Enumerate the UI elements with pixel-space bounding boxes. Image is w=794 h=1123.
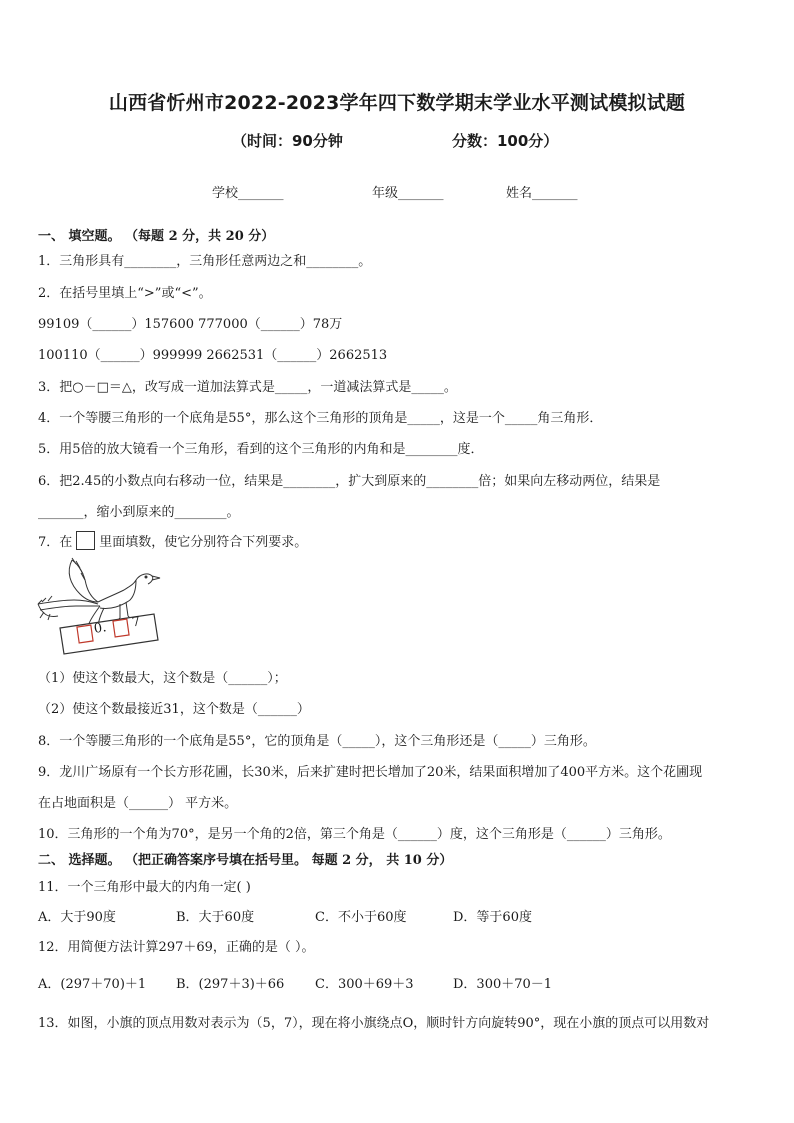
question-4: 4．一个等腰三角形的一个底角是55°，那么这个三角形的顶角是_____，这是一个_____角三角形．: [38, 411, 603, 426]
total-score: 分数：100分）: [452, 132, 559, 150]
question-11: 11．一个三角形中最大的内角一定( ): [38, 880, 251, 895]
page-title: 山西省忻州市2022-2023学年四下数学期末学业水平测试模拟试题: [108, 92, 686, 114]
question-7: [38, 531, 307, 550]
q11-option-d: D．等于60度: [453, 910, 532, 925]
question-5: 5．用5倍的放大镜看一个三角形，看到的这个三角形的内角和是________度．: [38, 442, 484, 457]
question-2-row-1: 99109（______）157600 777000（______）78万: [38, 317, 343, 332]
q11-option-b: B．大于60度: [176, 910, 255, 925]
question-10: 10．三角形的一个角为70°，是另一个角的2倍，第三个角是（______）度，这个三角形是（______）三角形。: [38, 827, 671, 842]
question-9-line-1: 9．龙川广场原有一个长方形花圃，长30米，后来扩建时把长增加了20米，结果面积增加了400平方米。这个花圃现: [38, 765, 703, 780]
q12-option-a: A．(297＋70)＋1: [38, 977, 147, 992]
question-13: 13．如图，小旗的顶点用数对表示为（5，7），现在将小旗绕点O，顺时针方向旋转90°，现在小旗的顶点可以用数对: [38, 1016, 710, 1031]
dove-icon: [36, 556, 166, 660]
time-limit: （时间：90分钟: [232, 132, 343, 150]
q11-option-a: A．大于90度: [38, 910, 116, 925]
q12-option-b: B．(297＋3)＋66: [176, 977, 285, 992]
question-1: 1．三角形具有________，三角形任意两边之和________。: [38, 254, 372, 269]
question-7-prefix: 7．在: [38, 535, 73, 550]
question-7-suffix: 里面填数，使它分别符合下列要求。: [99, 535, 308, 550]
question-6-line-1: 6．把2.45的小数点向右移动一位，结果是________，扩大到原来的________倍；如果向左移动两位，结果是: [38, 474, 661, 489]
bird-card-illustration: [36, 556, 166, 660]
card-digit: 7: [130, 614, 142, 631]
q11-option-c: C．不小于60度: [315, 910, 407, 925]
section-fill-in-title: 一、 填空题。 （每题 2 分，共 20 分）: [38, 229, 275, 244]
question-7-part-2: （2）使这个数最接近31，这个数是（______）: [38, 702, 310, 717]
question-12: 12．用简便方法计算297＋69，正确的是（ ）。: [38, 940, 315, 955]
name-field: 姓名_______: [506, 186, 578, 201]
q12-option-d: D．300＋70－1: [453, 977, 553, 992]
question-3: 3．把○－□＝△，改写成一道加法算式是_____，一道减法算式是_____。: [38, 380, 457, 395]
question-9-line-2: 在占地面积是（______） 平方米。: [38, 796, 238, 811]
question-2-row-2: 100110（______）999999 2662531（______）2662513: [38, 348, 388, 363]
blank-box-icon: [76, 531, 95, 550]
question-2: 2．在括号里填上“>”或“<”。: [38, 286, 212, 301]
question-7-part-1: （1）使这个数最大，这个数是（______）；: [38, 671, 287, 686]
question-6-line-2: _______，缩小到原来的________。: [38, 505, 240, 520]
school-field: 学校_______: [212, 186, 284, 201]
card-decimal-point: 0.: [93, 620, 108, 637]
section-multiple-choice-title: 二、 选择题。 （把正确答案序号填在括号里。 每题 2 分， 共 10 分）: [38, 853, 453, 868]
q12-option-c: C．300＋69＋3: [315, 977, 414, 992]
grade-field: 年级_______: [372, 186, 444, 201]
question-8: 8．一个等腰三角形的一个底角是55°，它的顶角是（_____），这个三角形还是（_____）三角形。: [38, 734, 596, 749]
